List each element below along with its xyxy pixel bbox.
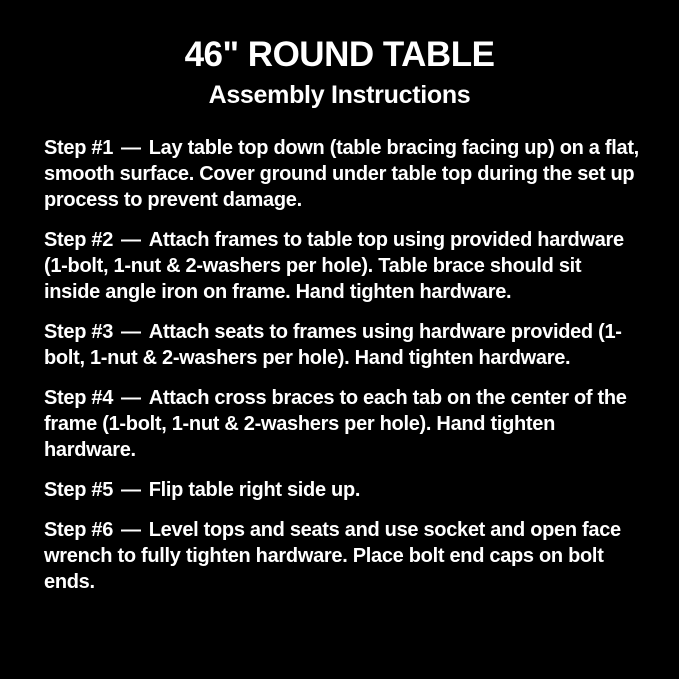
step-label: Step #1 bbox=[44, 137, 114, 160]
step-text: Attach cross braces to each tab on the center of the frame (1-bolt, 1-nut & 2-washers per hole). Hand tighten hardware. bbox=[44, 387, 627, 462]
header bbox=[0, 36, 679, 109]
step-label: Step #3 bbox=[44, 321, 114, 344]
step-separator: — bbox=[121, 479, 141, 502]
step-3 bbox=[44, 319, 641, 371]
step-separator: — bbox=[121, 519, 141, 542]
step-separator: — bbox=[121, 229, 141, 252]
steps-list bbox=[44, 135, 641, 595]
step-1 bbox=[44, 135, 641, 213]
step-label: Step #5 bbox=[44, 479, 114, 502]
step-separator: — bbox=[121, 321, 141, 344]
step-2 bbox=[44, 227, 641, 305]
page-subtitle: Assembly Instructions bbox=[208, 80, 471, 109]
step-5 bbox=[44, 477, 641, 503]
step-label: Step #2 bbox=[44, 229, 114, 252]
step-separator: — bbox=[121, 137, 141, 160]
step-text: Attach seats to frames using hardware provided (1-bolt, 1-nut & 2-washers per hole). Hand tighten hardware. bbox=[44, 321, 622, 370]
page-title: 46" ROUND TABLE bbox=[184, 35, 495, 74]
step-text: Attach frames to table top using provided hardware (1-bolt, 1-nut & 2-washers per hole). Table brace should sit inside angle iron on frame. Hand tighten hardware. bbox=[44, 229, 624, 304]
step-separator: — bbox=[121, 387, 141, 410]
step-label: Step #4 bbox=[44, 387, 114, 410]
step-label: Step #6 bbox=[44, 519, 114, 542]
step-6 bbox=[44, 517, 641, 595]
step-4 bbox=[44, 385, 641, 463]
step-text: Flip table right side up. bbox=[148, 479, 361, 502]
step-text: Lay table top down (table bracing facing up) on a flat, smooth surface. Cover ground under table top during the set up process to prevent damage. bbox=[44, 137, 639, 212]
step-text: Level tops and seats and use socket and open face wrench to fully tighten hardware. Place bolt end caps on bolt ends. bbox=[44, 519, 621, 594]
